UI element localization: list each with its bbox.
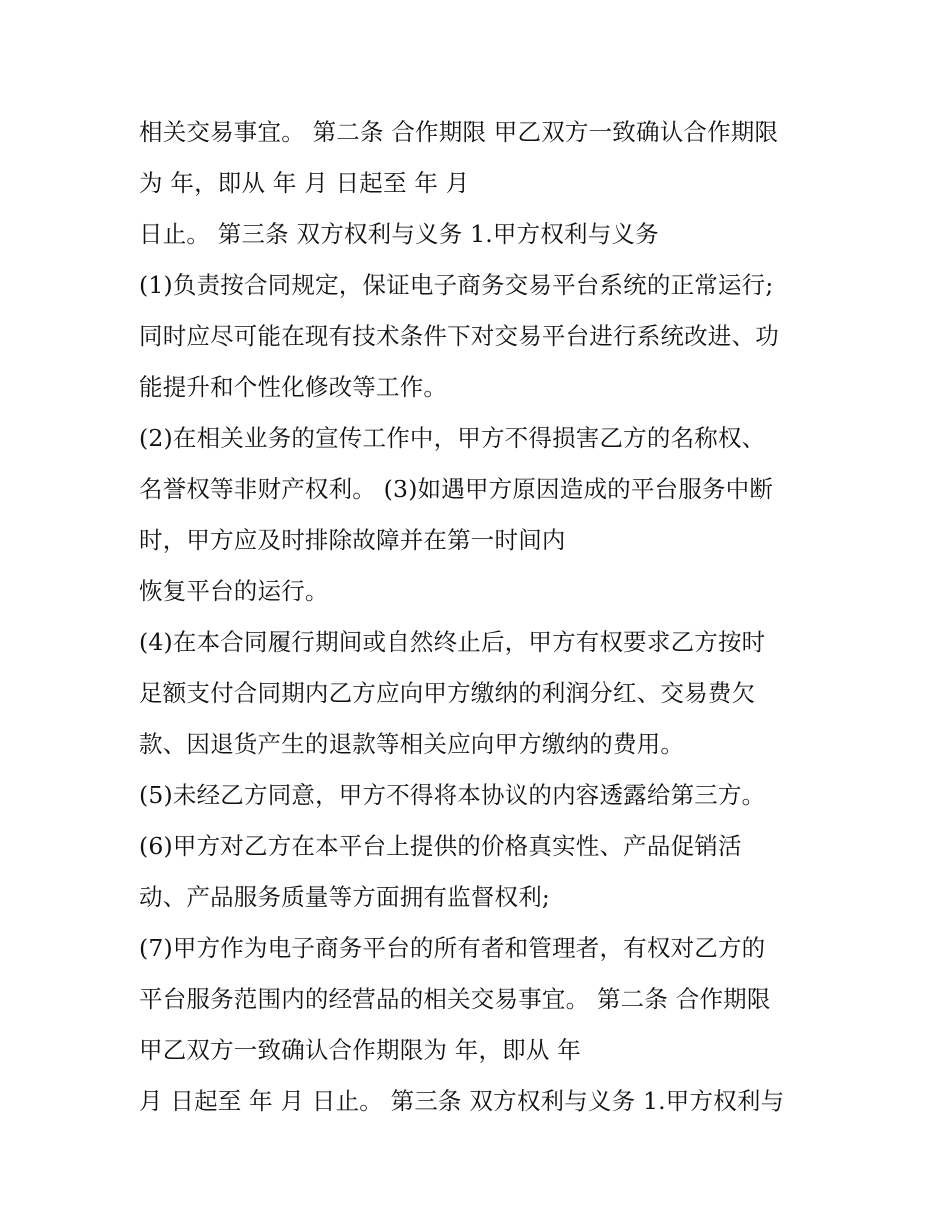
text-line-7: (2)在相关业务的宣传工作中，甲方不得损害乙方的名称权、	[139, 424, 766, 452]
contract-text	[139, 107, 829, 1127]
text-line-1: 相关交易事宜。 第二条 合作期限 甲乙双方一致确认合作期限	[139, 118, 779, 146]
text-line-17: (7)甲方作为电子商务平台的所有者和管理者，有权对乙方的	[139, 934, 766, 962]
text-line-13: 款、因退货产生的退款等相关应向甲方缴纳的费用。	[139, 730, 685, 758]
text-line-9: 时，甲方应及时排除故障并在第一时间内	[139, 526, 566, 554]
text-line-6: 能提升和个性化修改等工作。	[139, 373, 448, 401]
text-line-3: 日止。 第三条 双方权利与义务 1.甲方权利与义务	[139, 220, 659, 248]
text-line-4: (1)负责按合同规定，保证电子商务交易平台系统的正常运行;	[139, 271, 774, 299]
text-line-19: 甲乙双方一致确认合作期限为 年，即从 年	[139, 1036, 581, 1064]
text-line-5: 同时应尽可能在现有技术条件下对交易平台进行系统改进、功	[139, 322, 779, 350]
text-line-18: 平台服务范围内的经营品的相关交易事宜。 第二条 合作期限	[139, 985, 771, 1013]
text-line-15: (6)甲方对乙方在本平台上提供的价格真实性、产品促销活	[139, 832, 742, 860]
text-line-12: 足额支付合同期内乙方应向甲方缴纳的利润分红、交易费欠	[139, 679, 756, 707]
text-line-2: 为 年，即从 年 月 日起至 年 月	[139, 169, 470, 197]
text-line-11: (4)在本合同履行期间或自然终止后，甲方有权要求乙方按时	[139, 628, 766, 656]
text-line-8: 名誉权等非财产权利。 (3)如遇甲方原因造成的平台服务中断	[139, 475, 774, 503]
text-line-16: 动、产品服务质量等方面拥有监督权利;	[139, 883, 551, 911]
text-line-20: 月 日起至 年 月 日止。 第三条 双方权利与义务 1.甲方权利与	[139, 1087, 785, 1115]
text-line-10: 恢复平台的运行。	[139, 577, 329, 605]
text-line-14: (5)未经乙方同意，甲方不得将本协议的内容透露给第三方。	[139, 781, 766, 809]
